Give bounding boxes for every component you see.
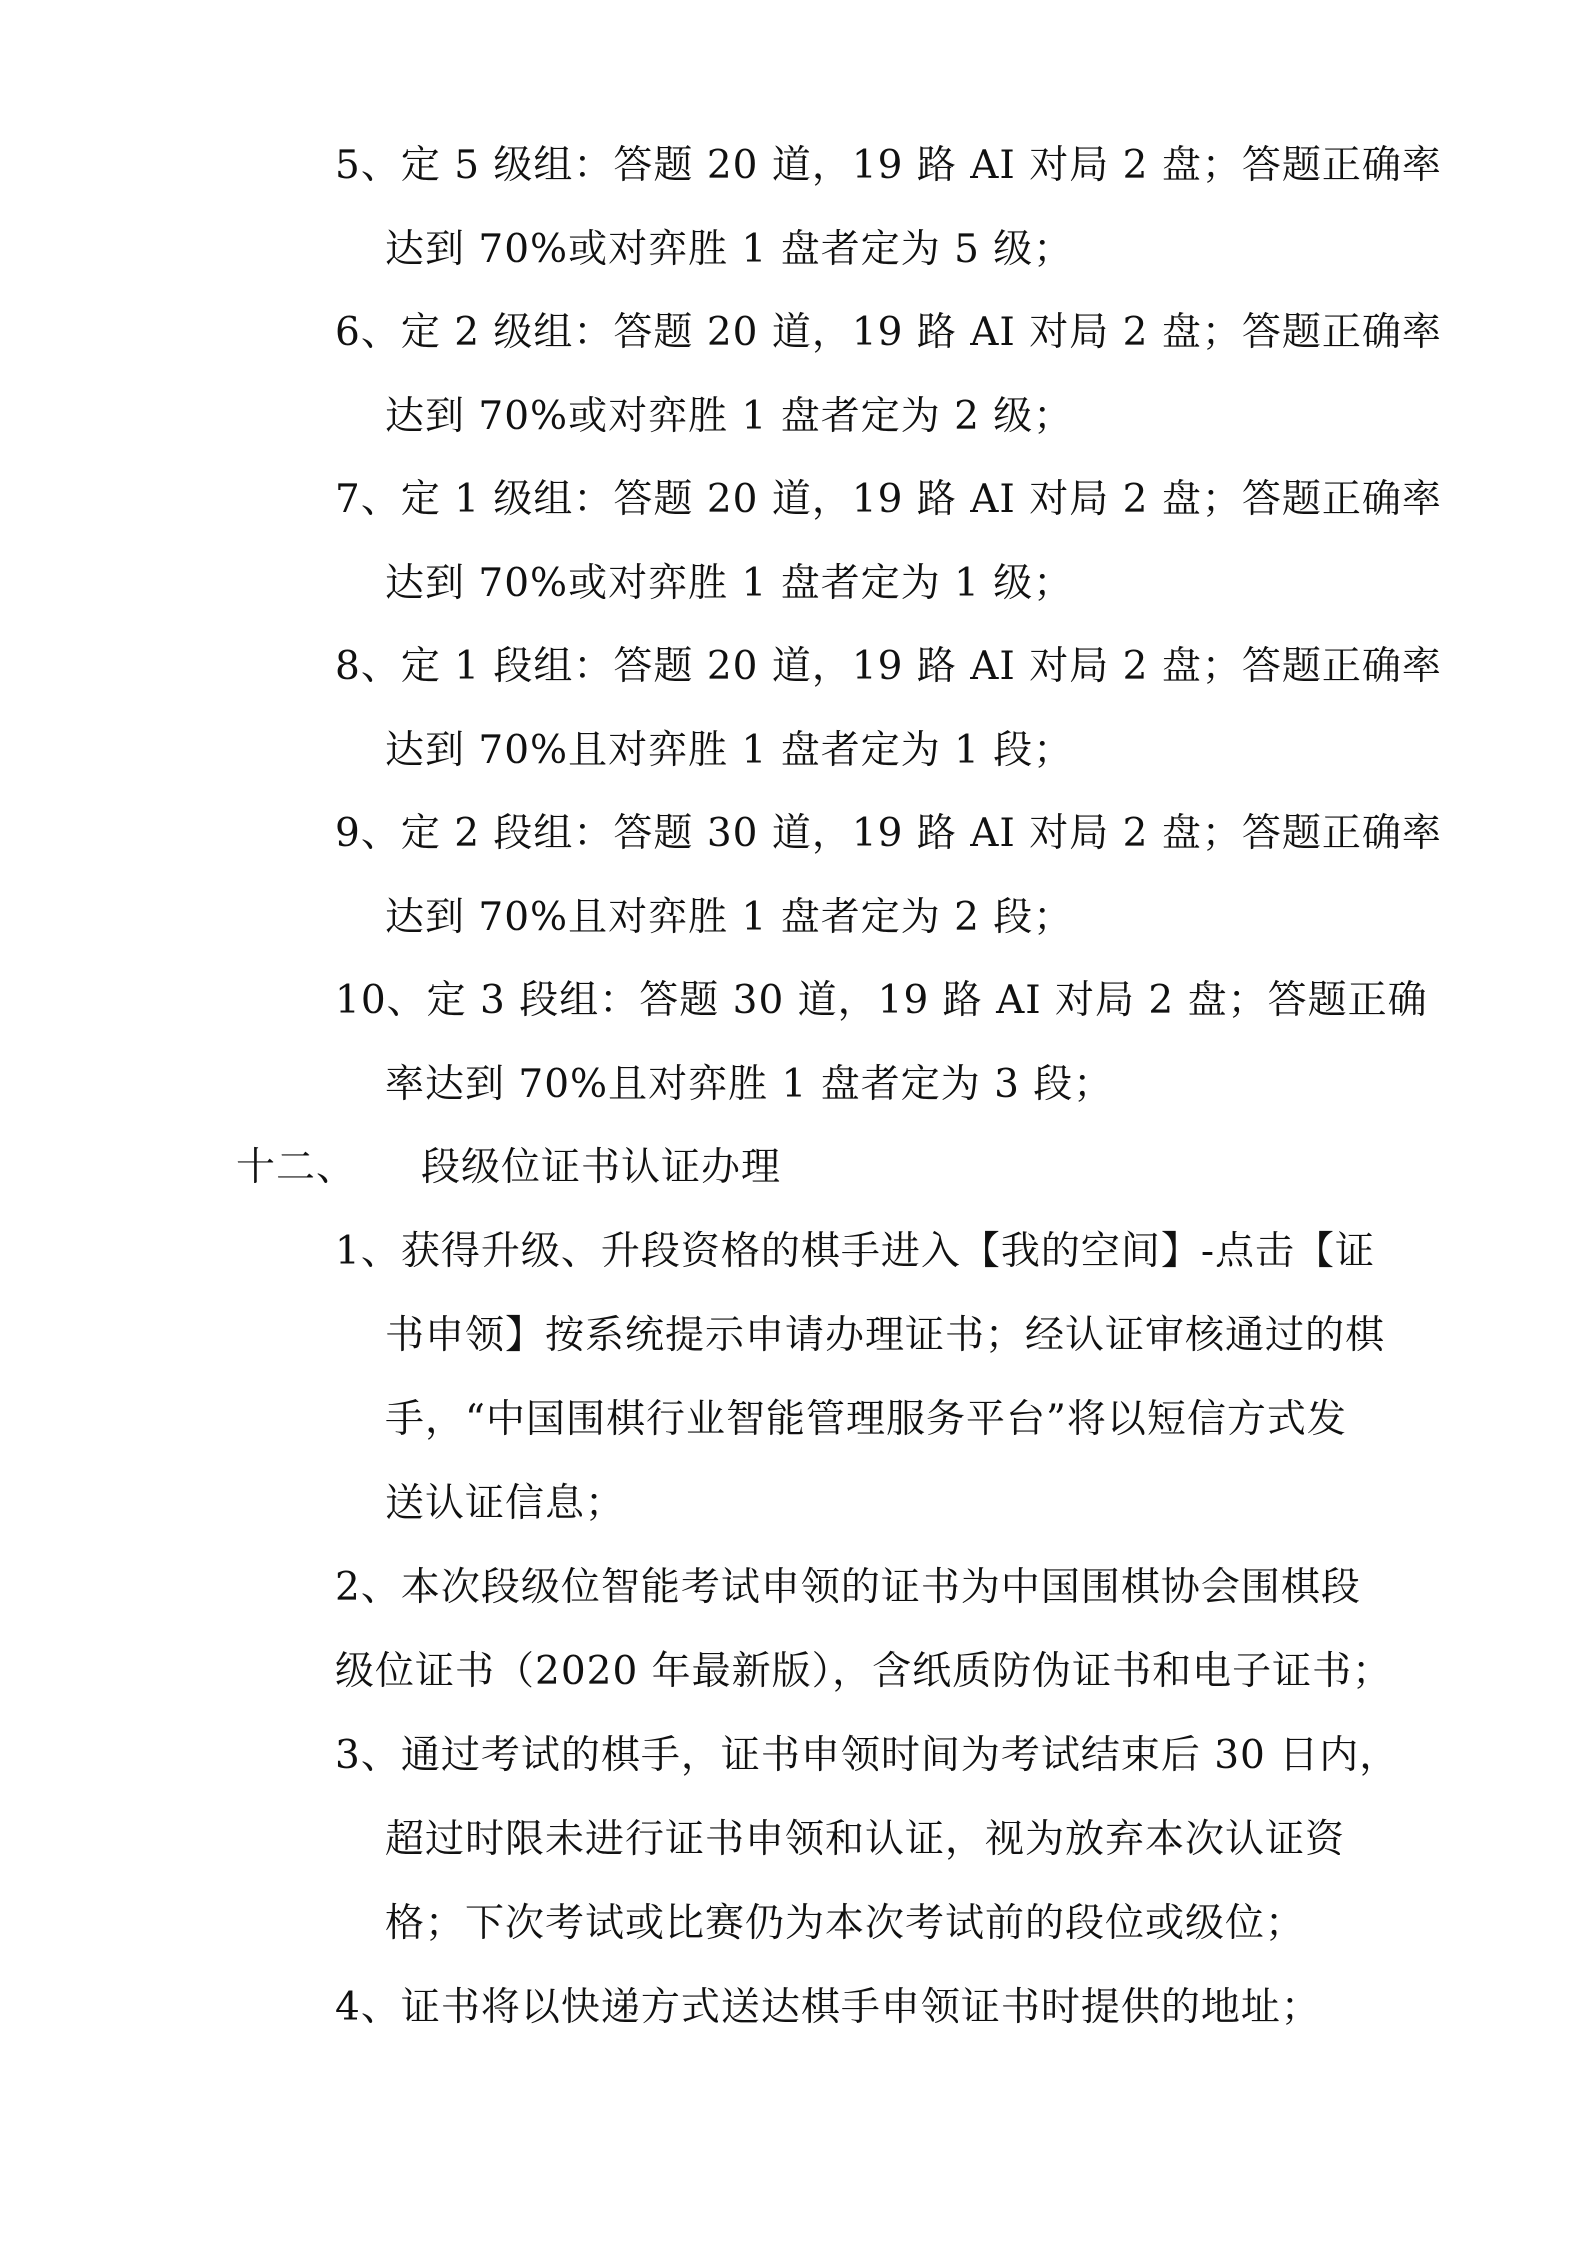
level-group-5-line1: 5、定 5 级组：答题 20 道，19 路 AI 对局 2 盘；答题正确率 <box>335 143 1442 188</box>
section-heading <box>236 1145 1136 1190</box>
cert-item-1-line1: 1、获得升级、升段资格的棋手进入【我的空间】-点击【证 <box>335 1229 1375 1274</box>
level-group-9-line2: 达到 70%且对弈胜 1 盘者定为 2 段； <box>385 895 1074 940</box>
cert-item-1-line3: 手，“中国围棋行业智能管理服务平台”将以短信方式发 <box>385 1397 1347 1442</box>
cert-item-2-line1: 2、本次段级位智能考试申领的证书为中国围棋协会围棋段 <box>335 1565 1361 1610</box>
cert-item-1-line4: 送认证信息； <box>385 1481 626 1526</box>
cert-item-3-line3: 格；下次考试或比赛仍为本次考试前的段位或级位； <box>385 1901 1306 1946</box>
level-group-7-line1: 7、定 1 级组：答题 20 道，19 路 AI 对局 2 盘；答题正确率 <box>335 477 1442 522</box>
level-group-10-line2: 率达到 70%且对弈胜 1 盘者定为 3 段； <box>385 1062 1114 1107</box>
level-group-8-line2: 达到 70%且对弈胜 1 盘者定为 1 段； <box>385 728 1074 773</box>
cert-item-3-line2: 超过时限未进行证书申领和认证，视为放弃本次认证资 <box>385 1817 1346 1862</box>
level-group-6-line2: 达到 70%或对弈胜 1 盘者定为 2 级； <box>385 394 1074 439</box>
level-group-5-line2: 达到 70%或对弈胜 1 盘者定为 5 级； <box>385 227 1074 272</box>
level-group-10-line1: 10、定 3 段组：答题 30 道，19 路 AI 对局 2 盘；答题正确 <box>335 978 1428 1023</box>
section-title: 段级位证书认证办理 <box>421 1145 782 1190</box>
cert-item-3-line1: 3、通过考试的棋手，证书申领时间为考试结束后 30 日内， <box>335 1733 1400 1778</box>
level-group-7-line2: 达到 70%或对弈胜 1 盘者定为 1 级； <box>385 561 1074 606</box>
cert-item-2-line2: 级位证书（2020 年最新版），含纸质防伪证书和电子证书； <box>335 1649 1393 1694</box>
level-group-8-line1: 8、定 1 段组：答题 20 道，19 路 AI 对局 2 盘；答题正确率 <box>335 644 1442 689</box>
section-number: 十二、 <box>236 1145 357 1190</box>
level-group-9-line1: 9、定 2 段组：答题 30 道，19 路 AI 对局 2 盘；答题正确率 <box>335 811 1442 856</box>
cert-item-4-line1: 4、证书将以快递方式送达棋手申领证书时提供的地址； <box>335 1985 1321 2030</box>
level-group-6-line1: 6、定 2 级组：答题 20 道，19 路 AI 对局 2 盘；答题正确率 <box>335 310 1442 355</box>
cert-item-1-line2: 书申领】按系统提示申请办理证书；经认证审核通过的棋 <box>385 1313 1386 1358</box>
